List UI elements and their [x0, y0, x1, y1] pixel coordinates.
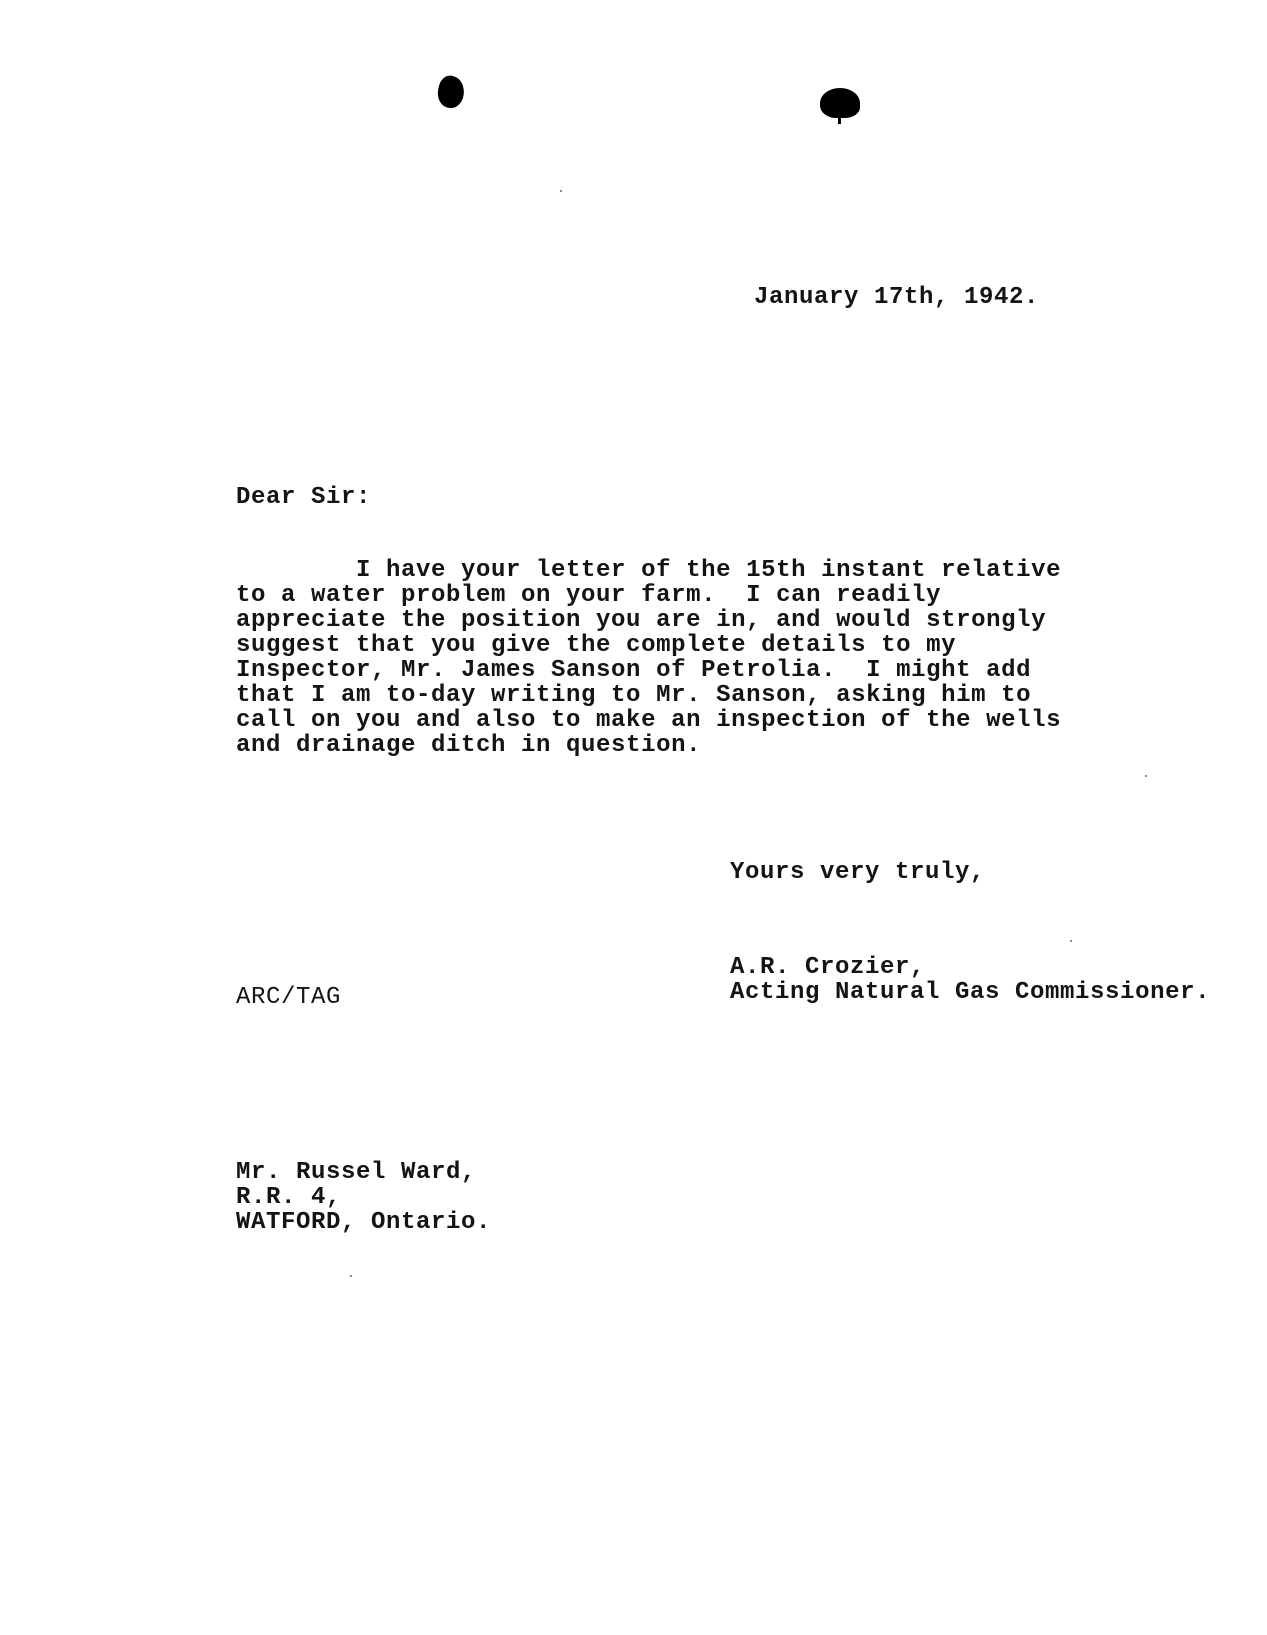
letter-date: January 17th, 1942. [754, 284, 1040, 311]
paper-speck [560, 190, 562, 192]
punch-hole-mark-left [435, 74, 467, 111]
signer-title: Acting Natural Gas Commissioner. [730, 979, 1211, 1006]
complimentary-closing: Yours very truly, [730, 859, 986, 886]
salutation: Dear Sir: [236, 484, 372, 511]
reference-initials: ARC/TAG [236, 984, 342, 1011]
signer-name: A.R. Crozier, [730, 954, 926, 981]
body-line: suggest that you give the complete details to my [236, 632, 957, 659]
body-line: and drainage ditch in question. [236, 732, 702, 759]
paper-speck [1145, 775, 1147, 777]
paper-speck [350, 1275, 352, 1277]
body-line: appreciate the position you are in, and would strongly [236, 607, 1047, 634]
body-line: I have your letter of the 15th instant relative [236, 557, 1062, 584]
body-line: to a water problem on your farm. I can readily [236, 582, 942, 609]
paper-speck [1070, 940, 1072, 942]
recipient-route: R.R. 4, [236, 1184, 342, 1211]
recipient-name: Mr. Russel Ward, [236, 1159, 477, 1186]
punch-hole-mark-right [820, 88, 860, 118]
body-line: Inspector, Mr. James Sanson of Petrolia. I might add [236, 657, 1032, 684]
body-line: that I am to-day writing to Mr. Sanson, asking him to [236, 682, 1032, 709]
recipient-city: WATFORD, Ontario. [236, 1209, 492, 1236]
body-line: call on you and also to make an inspection of the wells [236, 707, 1062, 734]
